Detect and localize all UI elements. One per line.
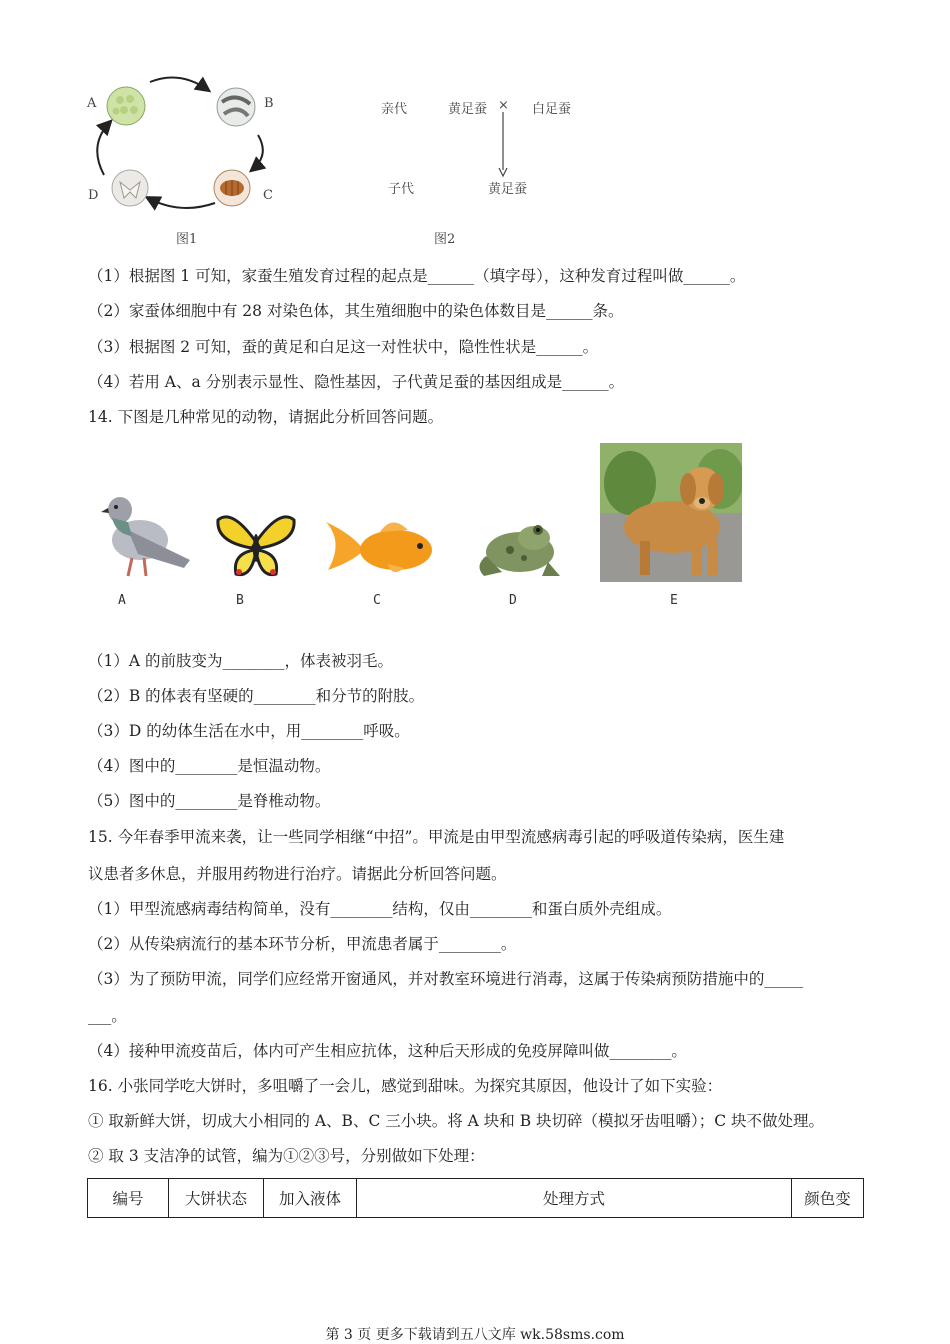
dog-image bbox=[600, 443, 742, 582]
parent-generation-label: 亲代 bbox=[381, 102, 408, 117]
q14-title: 14. 下图是几种常见的动物，请据此分析回答问题。 bbox=[88, 408, 444, 426]
moth-stage-icon bbox=[112, 170, 148, 206]
stage-label-b: B bbox=[264, 96, 274, 111]
stage-label-a: A bbox=[87, 96, 97, 111]
offspring-yellow-foot: 黄足蚕 bbox=[488, 182, 528, 197]
q16-step-1: ① 取新鲜大饼，切成大小相同的 A、B、C 三小块。将 A 块和 B 块切碎（模拟牙齿咀嚼）；C 块不做处理。 bbox=[88, 1112, 825, 1130]
butterfly-image bbox=[214, 512, 298, 580]
header-treatment: 处理方式 bbox=[357, 1179, 792, 1218]
q15-part-3-continued: ___。 bbox=[88, 1007, 127, 1025]
animal-label-e: E bbox=[670, 593, 678, 608]
egg-stage-icon bbox=[107, 87, 145, 125]
animal-label-c: C bbox=[373, 593, 381, 608]
q15-title-line-2: 议患者多休息，并服用药物进行治疗。请据此分析回答问题。 bbox=[88, 865, 507, 883]
q13-part-2: （2）家蚕体细胞中有 28 对染色体，其生殖细胞中的染色体数目是______条。 bbox=[88, 302, 624, 320]
page-footer: 第 3 页 更多下载请到五八文库 wk.58sms.com bbox=[325, 1327, 625, 1343]
stage-label-d: D bbox=[88, 188, 99, 203]
q16-step-2: ② 取 3 支洁净的试管，编为①②③号，分别做如下处理： bbox=[88, 1147, 485, 1165]
q13-part-1: （1）根据图 1 可知，家蚕生殖发育过程的起点是______（填字母），这种发育过程叫做______。 bbox=[88, 267, 746, 285]
frog-image bbox=[472, 510, 568, 586]
pupa-stage-icon bbox=[214, 170, 250, 206]
parent-yellow-foot: 黄足蚕 bbox=[448, 102, 488, 117]
life-cycle-diagram bbox=[80, 70, 290, 220]
q14-part-5: （5）图中的________是脊椎动物。 bbox=[88, 792, 331, 810]
header-cake-state: 大饼状态 bbox=[169, 1179, 264, 1218]
table-header-row bbox=[88, 1179, 864, 1218]
q16-title: 16. 小张同学吃大饼时，多咀嚼了一会儿，感觉到甜味。为探究其原因，他设计了如下实验： bbox=[88, 1077, 723, 1095]
figure-1-caption: 图1 bbox=[176, 232, 198, 247]
animal-label-d: D bbox=[509, 593, 517, 608]
figure-1 bbox=[80, 70, 290, 250]
q14-part-3: （3）D 的幼体生活在水中，用________呼吸。 bbox=[88, 722, 410, 740]
larva-stage-icon bbox=[217, 88, 255, 126]
q14-part-4: （4）图中的________是恒温动物。 bbox=[88, 757, 331, 775]
offspring-generation-label: 子代 bbox=[388, 182, 415, 197]
animal-label-b: B bbox=[236, 593, 244, 608]
q15-part-3: （3）为了预防甲流，同学们应经常开窗通风，并对教室环境进行消毒，这属于传染病预防措施中的_____ bbox=[88, 970, 804, 988]
q15-part-4: （4）接种甲流疫苗后，体内可产生相应抗体，这种后天形成的免疫屏障叫做________。 bbox=[88, 1042, 687, 1060]
experiment-table bbox=[87, 1178, 864, 1218]
header-id: 编号 bbox=[88, 1179, 169, 1218]
goldfish-image bbox=[322, 512, 436, 584]
q13-part-3: （3）根据图 2 可知，蚕的黄足和白足这一对性状中，隐性性状是______。 bbox=[88, 338, 599, 356]
q15-title-line-1: 15. 今年春季甲流来袭，让一些同学相继“中招”。甲流是由甲型流感病毒引起的呼吸道传染病，医生建 bbox=[88, 828, 785, 846]
q15-part-1: （1）甲型流感病毒结构简单，没有________结构，仅由________和蛋白质外壳组成。 bbox=[88, 900, 672, 918]
pigeon-image bbox=[98, 488, 194, 580]
figure-2 bbox=[370, 90, 600, 250]
cross-arrow bbox=[496, 112, 510, 178]
figure-2-caption: 图2 bbox=[434, 232, 456, 247]
stage-label-c: C bbox=[263, 188, 273, 203]
header-liquid: 加入液体 bbox=[264, 1179, 357, 1218]
parent-white-foot: 白足蚕 bbox=[532, 102, 572, 117]
q14-part-2: （2）B 的体表有坚硬的________和分节的附肢。 bbox=[88, 687, 425, 705]
header-color-change: 颜色变 bbox=[792, 1179, 864, 1218]
q13-part-4: （4）若用 A、a 分别表示显性、隐性基因，子代黄足蚕的基因组成是______。 bbox=[88, 373, 625, 391]
q15-part-2: （2）从传染病流行的基本环节分析，甲流患者属于________。 bbox=[88, 935, 517, 953]
animal-label-a: A bbox=[118, 593, 126, 608]
q14-part-1: （1）A 的前肢变为________，体表被羽毛。 bbox=[88, 652, 393, 670]
cross-symbol: × bbox=[498, 98, 509, 113]
